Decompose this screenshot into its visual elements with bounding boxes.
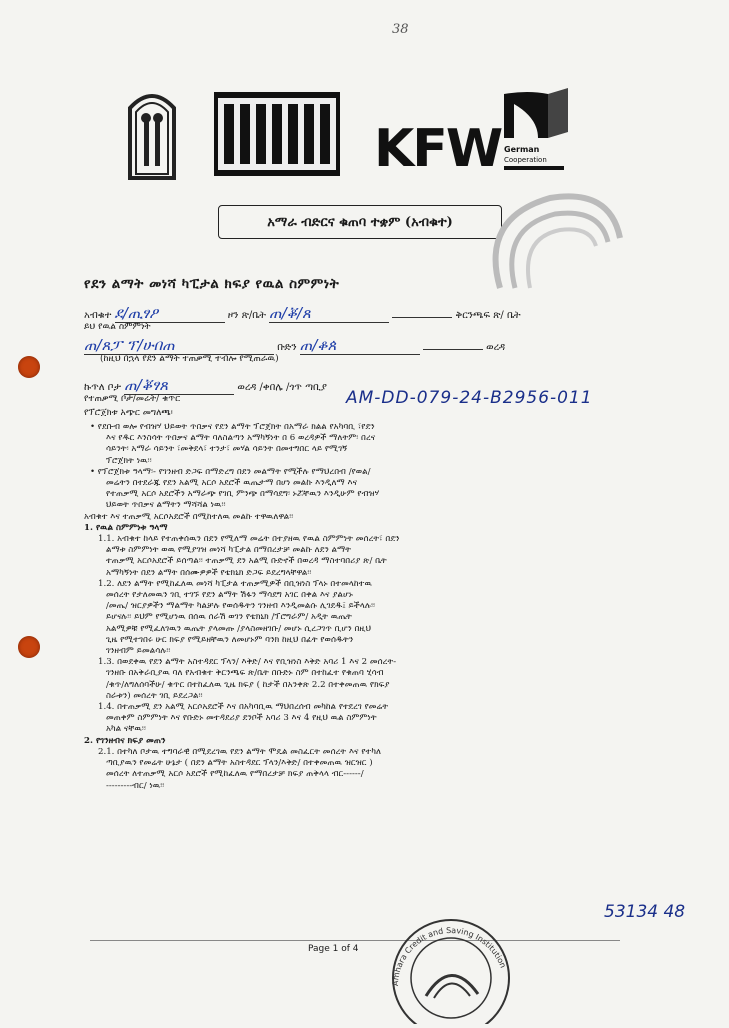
organization-title-text: አማራ ብድርና ቁጠባ ተቋም (አብቁተ) xyxy=(267,214,453,230)
form-row-5 xyxy=(84,376,327,395)
page-footer: Page 1 of 4 xyxy=(308,944,359,954)
paragraph-line: ተጠቃሚ አርሶአደሮች ይሰጣል፡፡ ተጠቃሚ ደን አልሚ ቡድኖች በወረዳ ማስተባበሪያ ጽ/ ቤት xyxy=(106,556,387,567)
paragraph-line: አብቁተ እና ተጠቃሚ አርሶአደሮች በሚከተለዉ መልኩ ተዋዉለዋል፡፡ xyxy=(84,511,294,522)
group-value: ጠ/ቆጰ xyxy=(300,336,420,355)
branch-label: አብቁተ xyxy=(84,310,112,321)
plot-number-value: AM-DD-079-24-B2956-011 xyxy=(346,388,593,408)
paragraph-line: /ቁጥ/ለግለሰባችሁ/ ቁጥር በተከፈለዉ ጊዜ ክፍያ ( ከታች በአንቀጽ 2.2 በተቀመጠዉ የክፍያ xyxy=(106,679,390,690)
paragraph-line: • የደቡብ ወሎ የብዝሃ ህይወት ጥበቃና የደን ልማት ፕሮጀክት በአማራ ክልል የአካባቢ ፣የደን xyxy=(90,422,375,432)
paragraph-line: ገንዘቡ በአቅራቢያዉ ባለ የአብቁተ ቅርንጫፍ ጽ/ቤት በቡድኑ ስም በተከፈተ የቁጠባ ሂሳብ xyxy=(106,668,384,679)
paragraph-line: ጊዜ የሚተገበሩ ሁር ክፍያ የሚይዘቸዉን ለመሆኑም ባንክ ከዚህ በፊት የወሰዱትን xyxy=(106,634,354,645)
paragraph-line: መጠቀም ስምምነት እና የቡድኑ መተዳደሪያ ደንቦች አባሪ 3 እና 4 የዚህ ዉል ስምምነት xyxy=(106,713,377,724)
paragraph-line: ሳይንት፡ አማራ ሳይንት ፣መቅደላ፣ ተንታ፣ መሃል ሳይንት በመተግበር ላይ የሚገኝ xyxy=(106,444,348,455)
paragraph-line: 2.1. በተካለ ቦታዉ ተግባራዊ በሚደረገዉ የደን ልማት ሞዴል መስፈርት መሰረት እና የተካለ xyxy=(98,746,382,757)
watermark-swirl xyxy=(470,178,630,302)
paragraph-line: አካል ናቸዉ፡፡ xyxy=(106,724,146,735)
paragraph-line: የተጠቃሚ አርሶ አደሮችን አማራጭ የገቢ ምንጭ በማሳደግ፡ ኑሯቸዉን እንዲሁም የብዝሃ xyxy=(106,489,380,500)
paragraph-line: አማካኝነት በደን ልማት በሰሙዎዎች የቴክኒክ ድጋፍ ይደረግላቸዋል፡፡ xyxy=(106,567,312,578)
page-number-handwritten: 38 xyxy=(392,22,409,37)
paragraph-line: ህይወት ጥበቃና ልማትን ማሻሻል ነዉ፡፡ xyxy=(106,500,226,511)
paragraph-line: ገንዘብም ይመልሳሉ፡፡ xyxy=(106,646,171,657)
form-row-1 xyxy=(84,304,521,323)
institution-stamp xyxy=(386,906,516,1028)
paragraph-line: 1.3. በወደቀዉ የደን ልማት አስተዳደር ፕላን/ እቅድ/ እና የቢዝነስ እቅድ አባሪ 1 እና 2 መሰረት- xyxy=(98,657,397,668)
punch-hole-top xyxy=(18,356,40,378)
woreda-kebele-label: ወረዳ /ቀበሌ /ጎጥ ጣቢያ xyxy=(237,382,327,393)
paragraph-line: ጣቢያዉን የመሬት ሁኔታ ( በደን ልማት አስተዳደር ፕላን/እቅድ/ በተቀመጠዉ ዝርዝር ) xyxy=(106,758,373,769)
paragraph-line: 1. የዉል ስምምነቱ ዓላማ xyxy=(84,522,168,533)
beneficiary-name-value: ጠ/ጸፓ ፕ/ሁበጠ xyxy=(84,336,274,355)
site-label: ኩጥለ ቦታ xyxy=(84,382,122,393)
woreda-label: ወረዳ xyxy=(486,342,506,353)
cooperation-caption: Cooperation xyxy=(504,156,547,164)
paragraph-line: መሰረት የታለመዉን ገቢ ተገኙ የደን ልማት ሽፋን ማሳደግ አገር በቀል እና ያልሆኑ xyxy=(106,590,353,601)
punch-hole-bottom xyxy=(18,636,40,658)
group-label: ቡድን xyxy=(277,342,297,353)
paragraph-line: ስራቱን) መሰረት ገቢ ይደረጋል፡፡ xyxy=(106,690,203,701)
form-row-7: የፕሮጀክቱ አጭር መግለጫ፡ xyxy=(84,408,173,418)
footer-rule xyxy=(90,940,620,941)
zone-office-label: ዞን ጽ/ቤት xyxy=(227,310,266,321)
form-row-2: ይህ የዉል ስምምነት xyxy=(84,322,151,332)
form-row-4: (ከዚህ በኋላ የደን ልማት ተጠቃሚ ተብሎ የሚጠራዉ) xyxy=(100,354,279,364)
amount-handwritten: 53134 48 xyxy=(604,902,686,922)
kfw-logo-text: KFW xyxy=(374,119,502,179)
stamp-text: Amhara Credit and Saving Institution xyxy=(390,925,508,987)
paragraph-line: አልሚዎቹ የሚፈለገዉን ዉጤት ያላመጡ /ያላስመዘገቡ/ መሆኑ ሲረጋገጥ ቢሆን በዚህ xyxy=(106,623,372,634)
paragraph-line: ---------ብር/ ነዉ፡፡ xyxy=(106,780,165,791)
sub-branch-label: ቅርንጫፍ ጽ/ ቤት xyxy=(455,310,521,321)
kfw-logo xyxy=(372,88,502,180)
german-cooperation-logo xyxy=(498,88,572,180)
paragraph-line: /መጤ/ ዝርያዎችን ማልማት ካልቻሉ የወሰዱትን ገንዘብ እንዲመልሱ ሊገደዱ፤ ይችላሉ፡፡ xyxy=(106,601,376,612)
form-row-6 xyxy=(84,394,180,404)
document-body xyxy=(84,422,644,792)
paragraph-line: እና የዱር እንስሳት ጥበቃና ልማት ባለስልጣን አማካኝነት በ 6 ወረዳዎች ማለትም፡ በረና xyxy=(106,433,376,444)
paragraph-line: ልማቱ ስምምነት ወዉ የሚያገዝ መነሻ ካፒታል በማበረታቻ መልኩ ለደን ልማት xyxy=(106,545,352,556)
german-caption: German xyxy=(504,145,540,154)
paragraph-line: 1.1. አብቁተ ከላይ የተጠቀሰዉን በደን የሚለማ መሬት በተያዘዉ የዉል ስምምነት መሰረት፣ በደን xyxy=(98,534,400,545)
paragraph-line: 2. የገንዘብና ክፍያ መጠን xyxy=(84,735,166,746)
document-heading: የደን ልማት መነሻ ካፒታል ክፍያ የዉል ስምምነት xyxy=(84,276,340,292)
paragraph-line: መሬትን በተደራጁ የደን አልሚ አርሶ አደሮች ዉጤታማ በሆነ መልኩ እንዲለማ እና xyxy=(106,478,358,489)
paragraph-line: ፕሮጀክት ነዉ፡፡ xyxy=(106,455,152,466)
organization-title xyxy=(218,205,502,239)
emblem-logo xyxy=(122,88,182,180)
site-value: ጠ/ቖፃጸ xyxy=(124,376,234,395)
paragraph-line: መሰረት ለተጠቃሚ አርሶ አደሮች የሚከፈለዉ የማበረታቻ ክፍያ ጠቅላላ ብር------/ xyxy=(106,769,364,780)
paragraph-line: 1.4. በተጠቃሚ ደን አልሚ አርሶአደሮች እና በአካባቢዉ ማህበረሰብ መካከል የተደረገ የመሬት xyxy=(98,702,389,713)
paragraph-line: • የፕሮጀክቱ ዓላማ፡- የገንዘብ ድጋፍ በማድረግ በደን መልማት የሚችሉ የማህረበብ /የወል/ xyxy=(90,466,371,477)
plot-number-label: የተጠቃሚ ቦታ/መሬት/ ቁጥር xyxy=(84,394,181,404)
branch-value: ደ/ጢፃዖ xyxy=(115,304,225,323)
paragraph-line: ይሆናሉ፡፡ ይህም የሚሆነዉ በሰዉ ሰራሽ ወገን የቴክኒክ /ፕሮግራም/ አዲት ዉጤት xyxy=(106,612,352,623)
banner-logo xyxy=(214,88,340,180)
zone-office-value: ጠ/ቖ/ጸ xyxy=(269,304,389,323)
paragraph-line: 1.2. ለደን ልማት የሚከፈለዉ መነሻ ካፒታል ተጠቃሚዎች በቢዝነስ ፕላኑ በተመላከተዉ xyxy=(98,578,372,589)
form-row-3 xyxy=(84,336,505,355)
